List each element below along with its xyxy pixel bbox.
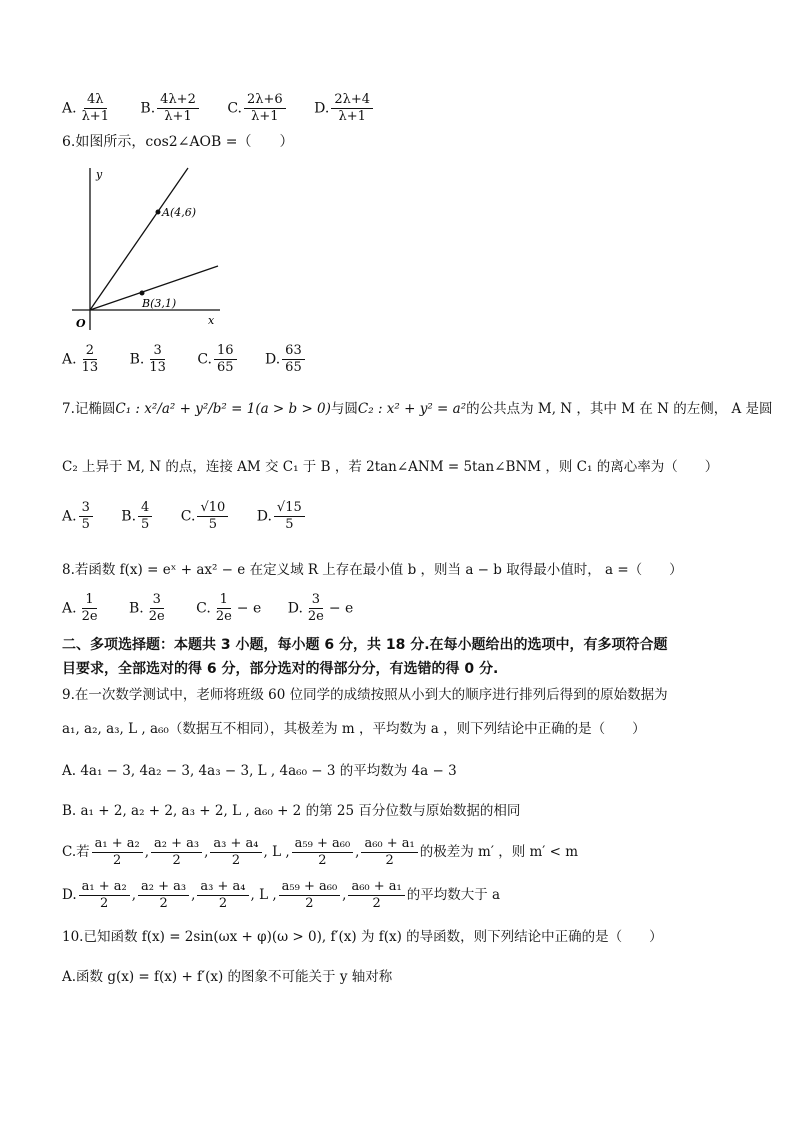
q5-option-a: A. $\frac{4\lambda}{\lambda+1}$ bbox=[62, 92, 109, 124]
point-b bbox=[140, 291, 145, 296]
q6-figure bbox=[62, 162, 232, 332]
q5-option-d: D. $\frac{2\lambda+4}{\lambda+1}$ bbox=[314, 92, 375, 125]
section2-heading-line2: 目要求，全部选对的得 6 分，部分选对的得部分分，有选错的得 0 分. bbox=[62, 661, 499, 677]
origin-label: O bbox=[76, 317, 86, 330]
q9-line2: a₁, a₂, a₃, L , a₆₀（数据互不相同），其极差为 m ，平均数为 a ，则下列结论中正确的是（ ） bbox=[62, 721, 646, 737]
point-b-label: B(3,1) bbox=[142, 297, 177, 310]
q8-options bbox=[62, 592, 375, 625]
q9-option-a: A. 4a₁ − 3, 4a₂ − 3, 4a₃ − 3, L , 4a₆₀ − 3 的平均数为 4a − 3 bbox=[62, 763, 457, 779]
q5-option-b: B. $\frac{4\lambda+2}{\lambda+1}$ bbox=[140, 92, 200, 125]
q10-stem: 10.已知函数 f(x) = 2sin(ωx + φ)(ω > 0), f′(x) 为 f(x) 的导函数，则下列结论中正确的是（ ） bbox=[62, 929, 663, 945]
q8-option-c: C. $\frac{1}{2e}$ − e bbox=[196, 592, 262, 624]
q6-stem: 6.如图所示，cos2∠AOB =（ ） bbox=[62, 134, 294, 150]
q8-stem: 8.若函数 f(x) = eˣ + ax² − e 在定义域 R 上存在最小值 b ，则当 a − b 取得最小值时， a =（ ） bbox=[62, 562, 683, 578]
q7-option-d: D. $\frac{√15}{5}$ bbox=[257, 500, 307, 533]
q7-option-b: B. $\frac{4}{5}$ bbox=[121, 500, 154, 533]
x-axis-label: x bbox=[208, 314, 215, 327]
q8-option-d: D. $\frac{3}{2e}$ − e bbox=[287, 592, 354, 624]
q7-option-c: C. $\frac{√10}{5}$ bbox=[181, 500, 231, 533]
q6-option-b: B. $\frac{3}{13}$ bbox=[129, 343, 166, 375]
q5-options bbox=[62, 92, 397, 125]
q5-option-c: C. $\frac{2\lambda+6}{\lambda+1}$ bbox=[227, 92, 287, 125]
q9-option-c: C.若 $\frac{\text{a₁ + a₂}}{2}$ , $\frac{\text{a₂ + a₃}}{2}$ , $\frac{\text{a₃ + a₄}}{2}$ , L , $\frac{\text{a₅₉ + a₆₀}}{2}$ , $\frac{\text{a₆₀ + a₁}}{2}$ 的极差为 m′ ，则 m′ < m bbox=[62, 836, 579, 868]
q6-option-a: A. $\frac{2}{13}$ bbox=[62, 343, 99, 375]
q6-options bbox=[62, 343, 329, 376]
q10-option-a: A.函数 g(x) = f(x) + f′(x) 的图象不可能关于 y 轴对称 bbox=[62, 969, 393, 985]
q6-option-c: C. $\frac{16}{65}$ bbox=[197, 343, 238, 376]
q6-option-d: D. $\frac{63}{65}$ bbox=[265, 343, 307, 376]
section2-heading-line1: 二、多项选择题：本题共 3 小题，每小题 6 分，共 18 分.在每小题给出的选项中，有多项符合题 bbox=[62, 637, 668, 653]
q7-options bbox=[62, 500, 329, 533]
q9-line1: 9.在一次数学测试中，老师将班级 60 位同学的成绩按照从小到大的顺序进行排列后得到的原始数据为 bbox=[62, 687, 668, 703]
point-a bbox=[156, 210, 161, 215]
q8-option-b: B. $\frac{3}{2e}$ bbox=[128, 592, 165, 624]
q8-option-a: A. $\frac{1}{2e}$ bbox=[62, 592, 98, 624]
q9-option-d: D. $\frac{\text{a₁ + a₂}}{2}$ , $\frac{\text{a₂ + a₃}}{2}$ , $\frac{\text{a₃ + a₄}}{2}$ , L , $\frac{\text{a₅₉ + a₆₀}}{2}$ , $\frac{\text{a₆₀ + a₁}}{2}$ 的平均数大于 a bbox=[62, 879, 501, 911]
q9-option-b: B. a₁ + 2, a₂ + 2, a₃ + 2, L , a₆₀ + 2 的第 25 百分位数与原始数据的相同 bbox=[62, 803, 521, 819]
y-axis-label: y bbox=[96, 168, 103, 181]
q7-option-a: A. $\frac{3}{5}$ bbox=[62, 500, 95, 533]
point-a-label: A(4,6) bbox=[162, 206, 197, 219]
q7-line2: C₂ 上异于 M, N 的点，连接 AM 交 C₁ 于 B ，若 2tan∠ANM = 5tan∠BNM ，则 C₁ 的离心率为（ ） bbox=[62, 459, 719, 475]
ray-oa bbox=[90, 168, 188, 310]
q7-line1: 7.记椭圆C₁ : x²/a² + y²/b² = 1(a > b > 0)与圆C₂ : x² + y² = a²的公共点为 M, N ，其中 M 在 N 的左侧， A 是圆 bbox=[62, 401, 773, 417]
